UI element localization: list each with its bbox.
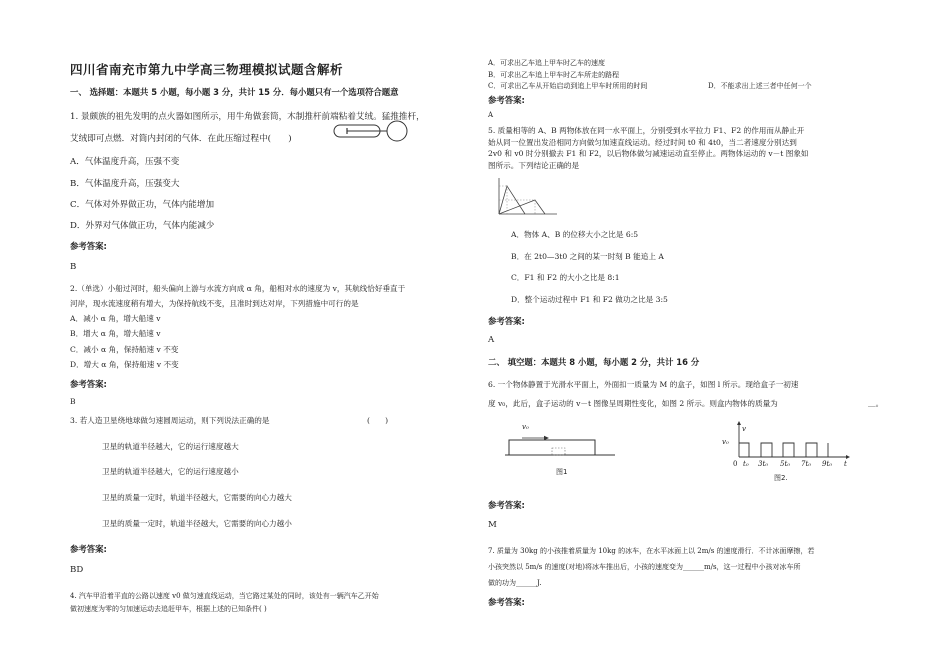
q6-answer: M [488,520,497,530]
q3-paren: ( ) [367,416,389,425]
q3-answer: BD [70,565,84,575]
section-heading-fill: 二、 填空题：本题共 8 小题，每小题 2 分，共计 16 分 [488,357,700,367]
q6-blank: ＿。 [868,399,884,408]
q5-stem-line3: 2v0 和 v0 时分别撤去 F1 和 F2，以后物体做匀减速运动直至停止。两物体运动的 v－t 图象如 [488,149,809,158]
q3-answer-label: 参考答案: [70,544,107,554]
q5-option-a: A．物体 A、B 的位移大小之比是 6:5 [511,230,639,239]
q5-stem-line2: 始从同一位置出发沿相同方向做匀加速直线运动。经过时间 t0 和 4t0，当二者速度分别达到 [488,138,797,147]
q5-option-d: D．整个运动过程中 F1 和 F2 做功之比是 3:5 [511,295,668,304]
q4-option-d: D．不能求出上述三者中任何一个 [708,82,812,90]
q2-answer-label: 参考答案: [70,379,107,389]
fire-piston-figure [333,118,413,144]
q6-fig2-tick-7t0: 7t₀ [801,460,812,468]
q5-stem-line4: 图所示。下列结论正确的是 [488,161,580,170]
q6-fig2-tick-0: 0 [733,460,738,468]
q6-figure2-vt [732,420,852,468]
q1-answer: B [70,262,77,272]
q4-option-a: A．可求出乙车追上甲车时乙车的速度 [488,59,606,67]
q1-option-b: B．气体温度升高，压强变大 [70,179,180,189]
q3-option-a: 卫星的轨道半径越大，它的运行速度越大 [102,442,239,451]
q5-vt-graph [495,176,560,218]
q1-stem-line1: 1. 景颇族的祖先发明的点火器如图所示，用牛角做套筒，木制推杆前端粘着艾绒。猛推推杆， [70,112,425,122]
q4-option-c: C．可求出乙车从开始启动到追上甲车时所用的时间 [488,82,648,90]
q4-answer-label: 参考答案: [488,95,525,105]
q1-stem-line2: 艾绒即可点燃．对筒内封闭的气体．在此压缩过程中( ) [70,134,292,144]
q4-stem-line2: 做初速度为零的匀加速运动去追赶甲车，根据上述的已知条件( ) [70,605,267,613]
q4-option-b: B．可求出乙车追上甲车时乙车所走的路程 [488,71,620,79]
q6-stem-line2: 度 v₀，此后，盒子运动的 v－t 图像呈周期性变化，如图 2 所示。则盒内物体的质量为 [488,399,778,408]
q1-option-c: C．气体对外界做正功，气体内能增加 [70,200,215,210]
q6-fig2-tick-t: t [844,460,847,468]
q6-fig2-axis-v: v [742,425,746,433]
q6-fig1-caption: 图1 [556,468,568,476]
q4-answer: A [488,111,494,119]
q6-fig2-v0: v₀ [722,438,729,446]
q6-fig2-tick-t0: t₀ [743,460,749,468]
q5-option-b: B．在 2t0—3t0 之间的某一时刻 B 能追上 A [511,252,664,261]
q2-stem-line2: 河岸，现水流速度稍有增大，为保持航线不变，且准时到达对岸，下列措施中可行的是 [70,299,359,308]
q5-stem-line1: 5. 质量相等的 A、B 两物体放在同一水平面上，分别受到水平拉力 F1、F2 的作用而从静止开 [488,126,805,135]
q7-stem-line3: 做的功为______J. [488,579,542,587]
q5-option-c: C．F1 和 F2 的大小之比是 8:1 [511,273,620,282]
section-heading-choice: 一、 选择题：本题共 5 小题，每小题 3 分，共计 15 分．每小题只有一个选项符合题意 [70,87,399,97]
q5-answer-label: 参考答案: [488,316,525,326]
q2-option-a: A．减小 α 角，增大船速 v [70,314,161,323]
q1-option-d: D．外界对气体做正功，气体内能减少 [70,221,215,231]
q2-option-b: B．增大 α 角，增大船速 v [70,329,161,338]
q3-option-c: 卫星的质量一定时，轨道半径越大，它需要的向心力越大 [102,493,292,502]
q6-answer-label: 参考答案: [488,500,525,510]
q6-fig2-tick-5t0: 5t₀ [780,460,791,468]
q3-option-d: 卫星的质量一定时，轨道半径越大，它需要的向心力越小 [102,519,292,528]
q6-fig2-caption: 图2. [774,474,788,482]
q6-stem-line1: 6. 一个物体静置于光滑水平面上，外面扣一质量为 M 的盒子，如图 l 所示。现给盒子一初速 [488,380,799,389]
q3-option-b: 卫星的轨道半径越大，它的运行速度越小 [102,467,239,476]
q7-stem-line2: 小孩突然以 5m/s 的速度(对地)将冰车推出后，小孩的速度变为______m/s，这一过程中小孩对冰车所 [488,563,801,571]
q2-option-d: D．增大 α 角，保持船速 v 不变 [70,360,179,369]
q1-option-a: A．气体温度升高，压强不变 [70,157,180,167]
q7-stem-line1: 7. 质量为 30kg 的小孩推着质量为 10kg 的冰车，在水平冰面上以 2m/s 的速度滑行．不计冰面摩擦，若 [488,547,815,555]
q5-answer: A [488,335,495,345]
q2-option-c: C．减小 α 角，保持船速 v 不变 [70,345,179,354]
q2-answer: B [70,397,76,406]
q6-fig2-tick-9t0: 9t₀ [822,460,833,468]
page-title: 四川省南充市第九中学高三物理模拟试题含解析 [70,62,344,77]
q6-fig1-v0-label: v₀ [522,423,529,431]
q2-stem-line1: 2.（单选）小船过河时，船头偏向上游与水流方向成 α 角，船相对水的速度为 v，其航线恰好垂直于 [70,284,406,293]
q3-stem: 3. 若人造卫星绕地球做匀速圆周运动，则下列说法正确的是 [70,416,270,425]
q6-fig2-tick-3t0: 3t₀ [758,460,769,468]
q4-stem-line1: 4. 汽车甲沿着平直的公路以速度 v0 做匀速直线运动，当它路过某处的同时，该处有一辆汽车乙开始 [70,592,379,600]
q1-answer-label: 参考答案: [70,241,107,251]
q7-answer-label: 参考答案: [488,597,525,607]
